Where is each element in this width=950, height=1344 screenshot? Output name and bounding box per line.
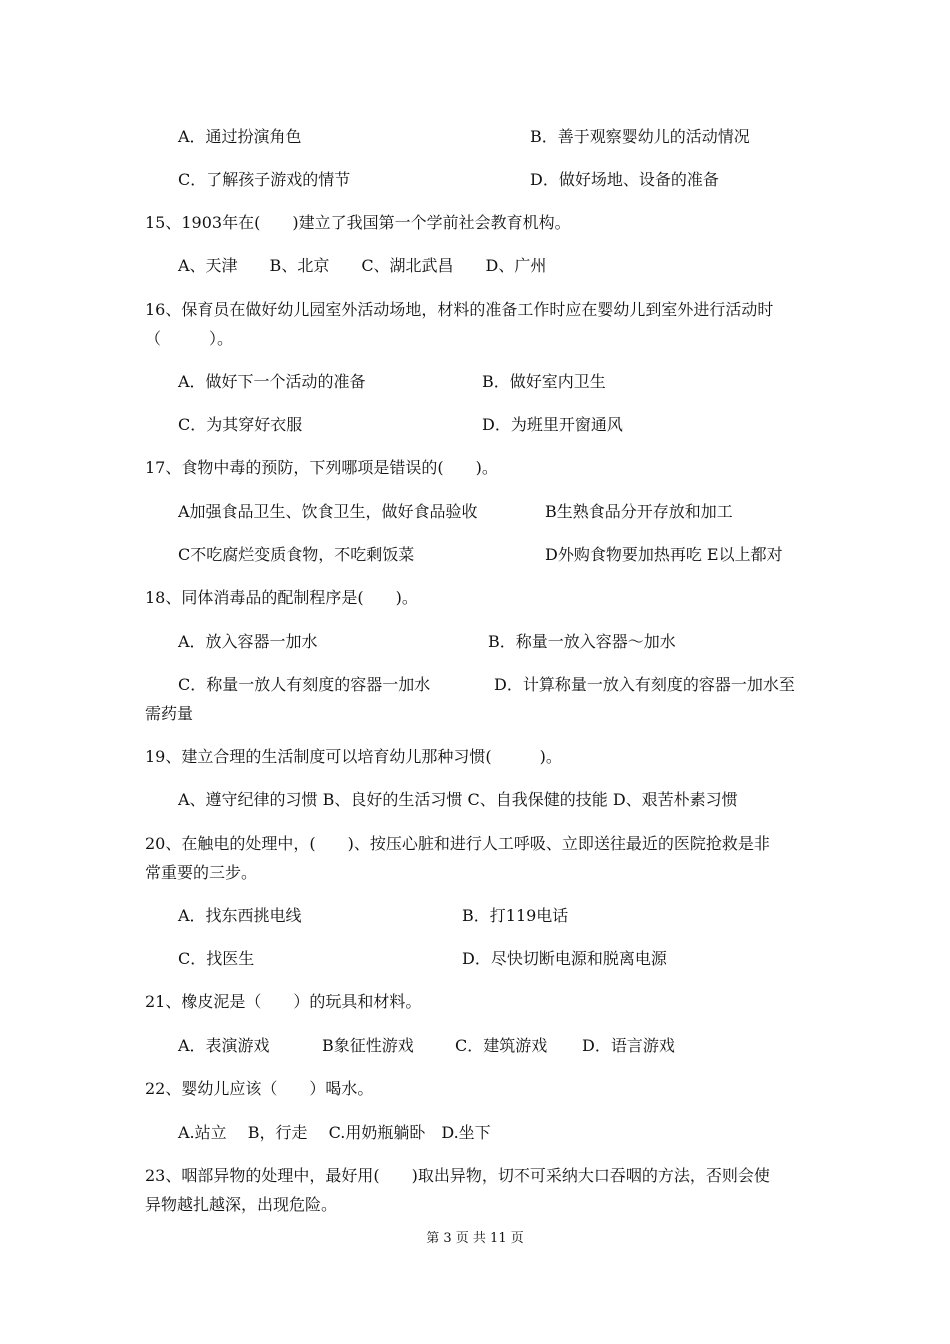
q17-option-b: B生熟食品分开存放和加工 <box>545 502 733 521</box>
q20-option-a: A．找东西挑电线 <box>178 906 302 925</box>
q18-stem: 18、同体消毒品的配制程序是( )。 <box>145 588 418 607</box>
q20-option-c: C．找医生 <box>178 949 255 968</box>
q20-stem-line1: 20、在触电的处理中，( )、按压心脏和进行人工呼吸、立即送往最近的医院抢救是非 <box>145 834 770 853</box>
q16-option-c: C．为其穿好衣服 <box>178 415 303 434</box>
page-footer: 第 3 页 共 11 页 <box>426 1231 524 1246</box>
q18-option-d: D．计算称量一放入有刻度的容器一加水至 <box>494 675 795 694</box>
q17-stem: 17、食物中毒的预防，下列哪项是错误的( )。 <box>145 458 498 477</box>
q17-option-a: A加强食品卫生、饮食卫生，做好食品验收 <box>178 502 478 521</box>
q20-stem-line2: 常重要的三步。 <box>145 863 258 882</box>
q16-option-d: D．为班里开窗通风 <box>482 415 623 434</box>
q16-stem-line2: （ ）。 <box>145 329 234 348</box>
q18-option-d-wrap: 需药量 <box>145 704 194 723</box>
q21-option-b: B象征性游戏 <box>322 1036 414 1055</box>
q23-stem-line1: 23、咽部异物的处理中，最好用( )取出异物，切不可采纳大口吞咽的方法，否则会使 <box>145 1166 770 1185</box>
q21-option-a: A．表演游戏 <box>178 1036 270 1055</box>
q17-option-c: C不吃腐烂变质食物，不吃剩饭菜 <box>178 545 415 564</box>
q18-option-a: A．放入容器一加水 <box>178 632 318 651</box>
q18-option-b: B．称量一放入容器～加水 <box>488 632 676 651</box>
q15-options: A、天津 B、北京 C、湖北武昌 D、广州 <box>178 256 547 275</box>
q21-option-c: C．建筑游戏 <box>455 1036 548 1055</box>
q15-stem: 15、1903年在( )建立了我国第一个学前社会教育机构。 <box>145 213 571 232</box>
q14-option-d: D．做好场地、设备的准备 <box>530 170 719 189</box>
q21-stem: 21、橡皮泥是（ ）的玩具和材料。 <box>145 992 422 1011</box>
q17-option-d: D外购食物要加热再吃 E以上都对 <box>545 545 783 564</box>
q14-option-c: C．了解孩子游戏的情节 <box>178 170 351 189</box>
q22-stem: 22、婴幼儿应该（ ）喝水。 <box>145 1079 374 1098</box>
q16-option-b: B．做好室内卫生 <box>482 372 606 391</box>
q16-option-a: A．做好下一个活动的准备 <box>178 372 366 391</box>
q16-stem-line1: 16、保育员在做好幼儿园室外活动场地，材料的准备工作时应在婴幼儿到室外进行活动时 <box>145 300 774 319</box>
q18-option-c: C．称量一放人有刻度的容器一加水 <box>178 675 431 694</box>
q20-option-d: D．尽快切断电源和脱离电源 <box>462 949 667 968</box>
q21-option-d: D．语言游戏 <box>582 1036 675 1055</box>
q23-stem-line2: 异物越扎越深，出现危险。 <box>145 1195 338 1214</box>
q19-stem: 19、建立合理的生活制度可以培育幼儿那种习惯( )。 <box>145 747 562 766</box>
q22-options: A.站立 B，行走 C.用奶瓶躺卧 D.坐下 <box>178 1123 491 1142</box>
q14-option-b: B．善于观察婴幼儿的活动情况 <box>530 127 750 146</box>
q14-option-a: A．通过扮演角色 <box>178 127 302 146</box>
q20-option-b: B．打119电话 <box>462 906 569 925</box>
q19-options: A、遵守纪律的习惯 B、良好的生活习惯 C、自我保健的技能 D、艰苦朴素习惯 <box>178 790 738 809</box>
